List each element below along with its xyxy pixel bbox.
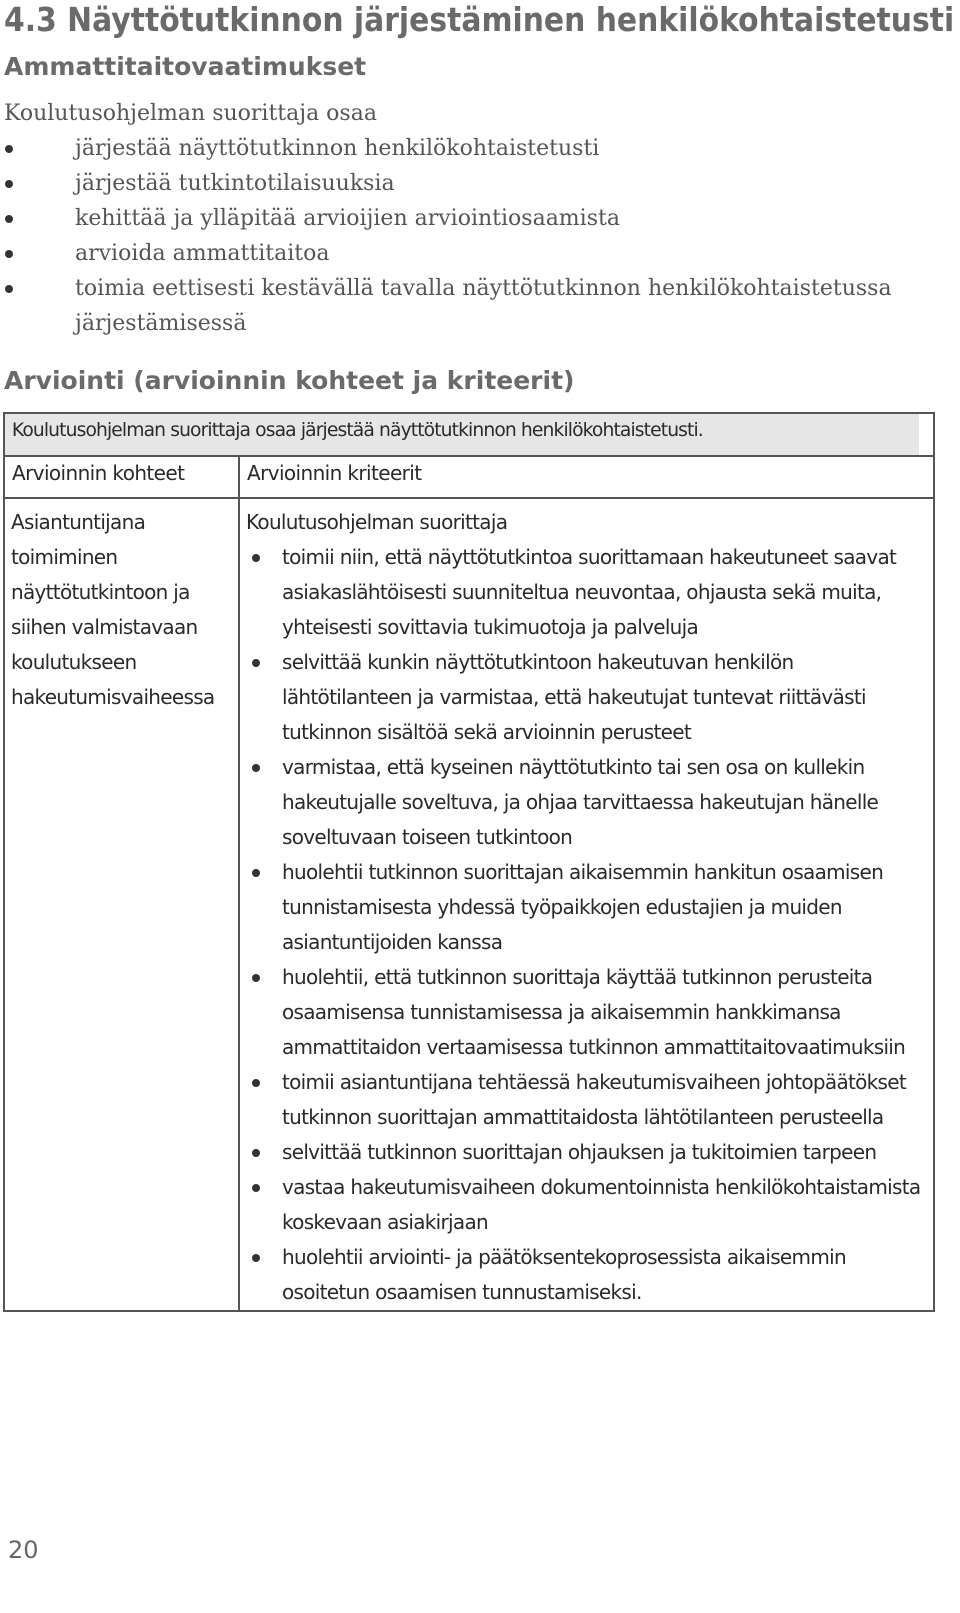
list-item-text: toimii asiantuntijana tehtäessä hakeutumisvaiheen johtopäätökset tutkinnon suorittajan ammattitaidosta lähtötilanteen perusteella <box>282 1070 907 1129</box>
list-item <box>0 166 940 201</box>
bullet-icon <box>5 285 13 293</box>
assessment-target: Asiantuntijana toimiminen näyttötutkintoon ja siihen valmistavaan koulutukseen hakeutumisvaiheessa <box>11 510 215 709</box>
list-item <box>246 1240 927 1310</box>
list-item <box>246 645 927 750</box>
requirements-heading: Ammattitaitovaatimukset <box>4 52 367 81</box>
bullet-icon <box>5 180 13 188</box>
list-item-text: toimia eettisesti kestävällä tavalla näyttötutkinnon henkilökohtaistetussa järjestämisessä <box>75 276 892 336</box>
list-item-text: selvittää tutkinnon suorittajan ohjauksen ja tukitoimien tarpeen <box>282 1140 877 1164</box>
list-item <box>246 750 927 855</box>
column-header-targets: Arvioinnin kohteet <box>4 456 239 498</box>
list-item-text: arvioida ammattitaitoa <box>75 241 330 266</box>
list-item <box>0 131 940 166</box>
list-item-text: huolehtii tutkinnon suorittajan aikaisemmin hankitun osaamisen tunnistamisesta yhdessä työpaikkojen edustajien ja muiden asiantuntijoiden kanssa <box>282 860 884 954</box>
bullet-icon <box>252 1149 260 1157</box>
list-item <box>246 855 927 960</box>
assessment-heading: Arviointi (arvioinnin kohteet ja kriteerit) <box>4 366 575 395</box>
requirements-list <box>0 131 940 341</box>
assessment-criteria-cell <box>239 498 934 1311</box>
list-item <box>246 540 927 645</box>
bullet-icon <box>252 1254 260 1262</box>
list-item-text: varmistaa, että kyseinen näyttötutkinto tai sen osa on kullekin hakeutujalle soveltuva, ja ohjaa tarvittaessa hakeutujan hänelle soveltuvaan toiseen tutkintoon <box>282 755 879 849</box>
list-item-text: järjestää tutkintotilaisuuksia <box>75 171 395 196</box>
bullet-icon <box>252 1184 260 1192</box>
page-number: 20 <box>8 1536 39 1564</box>
list-item <box>246 960 927 1065</box>
bullet-icon <box>5 215 13 223</box>
list-item-text: kehittää ja ylläpitää arvioijien arviointiosaamista <box>75 206 620 231</box>
list-item <box>246 1135 927 1170</box>
bullet-icon <box>252 1079 260 1087</box>
section-title: 4.3 Näyttötutkinnon järjestäminen henkilökohtaistetusti <box>4 0 955 39</box>
list-item-text: huolehtii, että tutkinnon suorittaja käyttää tutkinnon perusteita osaamisensa tunnistamisessa ja aikaisemmin hankkimansa ammattitaidon vertaamisessa tutkinnon ammattitaitovaatimuksiin <box>282 965 906 1059</box>
bullet-icon <box>5 145 13 153</box>
list-item-text: toimii niin, että näyttötutkintoa suorittamaan hakeutuneet saavat asiakaslähtöisesti suunniteltua neuvontaa, ohjausta sekä muita, yhteisesti sovittavia tukimuotoja ja palveluja <box>282 545 897 639</box>
criteria-intro: Koulutusohjelman suorittaja <box>246 510 508 534</box>
bullet-icon <box>252 974 260 982</box>
table-caption: Koulutusohjelman suorittaja osaa järjestää näyttötutkinnon henkilökohtaistetusti. <box>4 413 920 456</box>
bullet-icon <box>252 659 260 667</box>
bullet-icon <box>5 250 13 258</box>
requirements-intro: Koulutusohjelman suorittaja osaa <box>4 101 377 126</box>
list-item-text: huolehtii arviointi- ja päätöksentekoprosessista aikaisemmin osoitetun osaamisen tunnustamiseksi. <box>282 1245 846 1304</box>
list-item <box>0 271 940 341</box>
bullet-icon <box>252 554 260 562</box>
column-header-criteria: Arvioinnin kriteerit <box>239 456 934 498</box>
assessment-target-cell <box>4 498 239 1311</box>
list-item <box>0 236 940 271</box>
list-item-text: vastaa hakeutumisvaiheen dokumentoinnista henkilökohtaistamista koskevaan asiakirjaan <box>282 1175 921 1234</box>
list-item-text: järjestää näyttötutkinnon henkilökohtaistetusti <box>75 136 600 161</box>
list-item-text: selvittää kunkin näyttötutkintoon hakeutuvan henkilön lähtötilanteen ja varmistaa, että hakeutujat tuntevat riittävästi tutkinnon sisältöä sekä arvioinnin perusteet <box>282 650 866 744</box>
criteria-list <box>246 540 927 1310</box>
bullet-icon <box>252 764 260 772</box>
assessment-table <box>3 412 935 1312</box>
bullet-icon <box>252 869 260 877</box>
list-item <box>246 1065 927 1135</box>
list-item <box>246 1170 927 1240</box>
list-item <box>0 201 940 236</box>
